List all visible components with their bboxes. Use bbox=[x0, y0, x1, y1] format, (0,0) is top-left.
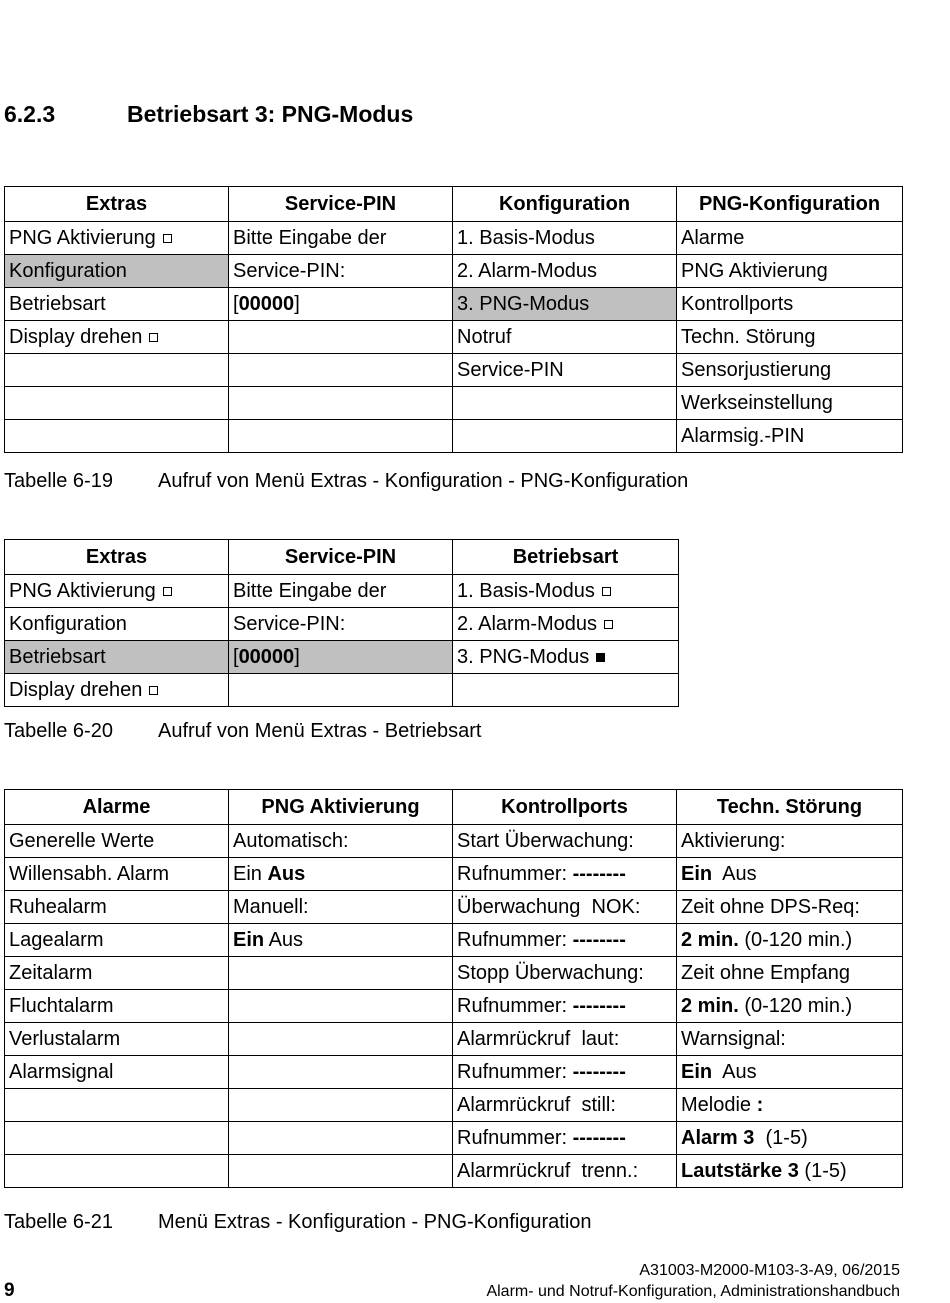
menu-item-label: 1. Basis-Modus bbox=[457, 579, 595, 602]
menu-item-label: PNG Aktivierung bbox=[9, 579, 156, 602]
option-aus-selected: Aus bbox=[267, 862, 306, 885]
table-row bbox=[5, 575, 679, 608]
cell bbox=[229, 674, 453, 707]
time-cell bbox=[677, 990, 903, 1023]
table-caption bbox=[4, 470, 688, 493]
section-heading bbox=[4, 101, 413, 128]
melody-label: Melodie bbox=[681, 1093, 752, 1116]
menu-item-label: 3. PNG-Modus bbox=[457, 645, 590, 668]
table-row bbox=[5, 924, 903, 957]
menu-item bbox=[5, 674, 229, 707]
bracket-close: ] bbox=[294, 292, 300, 315]
cell: Bitte Eingabe der bbox=[229, 575, 453, 608]
melody-range: (1-5) bbox=[765, 1126, 808, 1149]
cell: Alarmsig.-PIN bbox=[677, 420, 903, 453]
header-extras: Extras bbox=[5, 540, 229, 575]
cell bbox=[229, 990, 453, 1023]
option-aus: Aus bbox=[268, 928, 304, 951]
cell: Service-PIN: bbox=[229, 255, 453, 288]
option-ein: Ein bbox=[233, 862, 262, 885]
checkbox-empty-icon bbox=[163, 234, 172, 243]
cell bbox=[229, 387, 453, 420]
cell: Lagealarm bbox=[5, 924, 229, 957]
cell: Manuell: bbox=[229, 891, 453, 924]
table-row bbox=[5, 674, 679, 707]
melody-cell bbox=[677, 1089, 903, 1122]
header-png-konfiguration: PNG-Konfiguration bbox=[677, 187, 903, 222]
menu-item-selected: Betriebsart bbox=[5, 641, 229, 674]
table-row bbox=[5, 608, 679, 641]
cell: Service-PIN bbox=[453, 354, 677, 387]
cell bbox=[229, 1155, 453, 1188]
option-cell bbox=[677, 858, 903, 891]
phone-value: -------- bbox=[572, 862, 626, 885]
pin-cell bbox=[229, 288, 453, 321]
cell: 1. Basis-Modus bbox=[453, 222, 677, 255]
table-caption bbox=[4, 1211, 592, 1234]
phone-value: -------- bbox=[572, 1060, 626, 1083]
option-cell bbox=[229, 924, 453, 957]
checkbox-empty-icon bbox=[604, 620, 613, 629]
option-ein-selected: Ein bbox=[233, 928, 265, 951]
cell bbox=[229, 1023, 453, 1056]
header-service-pin: Service-PIN bbox=[229, 540, 453, 575]
cell: Warnsignal: bbox=[677, 1023, 903, 1056]
cell: Kontrollports bbox=[677, 288, 903, 321]
cell: Fluchtalarm bbox=[5, 990, 229, 1023]
table-caption bbox=[4, 720, 481, 743]
caption-text: Menü Extras - Konfiguration - PNG-Konfiguration bbox=[158, 1211, 592, 1233]
cell: Alarmrückruf laut: bbox=[453, 1023, 677, 1056]
cell: Start Überwachung: bbox=[453, 825, 677, 858]
caption-number: Tabelle 6-20 bbox=[4, 720, 113, 742]
checkbox-empty-icon bbox=[149, 686, 158, 695]
header-kontrollports: Kontrollports bbox=[453, 790, 677, 825]
menu-item bbox=[453, 608, 679, 641]
melody-value-cell bbox=[677, 1122, 903, 1155]
phone-cell bbox=[453, 1122, 677, 1155]
menu-item bbox=[5, 222, 229, 255]
table-row bbox=[5, 990, 903, 1023]
table-row bbox=[5, 420, 903, 453]
table-header-row bbox=[5, 540, 679, 575]
pin-cell bbox=[229, 641, 453, 674]
header-techn-stoerung: Techn. Störung bbox=[677, 790, 903, 825]
cell: Betriebsart bbox=[5, 288, 229, 321]
checkbox-empty-icon bbox=[163, 587, 172, 596]
page-number: 9 bbox=[4, 1280, 15, 1301]
table-row bbox=[5, 288, 903, 321]
pin-value: 00000 bbox=[238, 645, 295, 668]
table-row bbox=[5, 1089, 903, 1122]
cell bbox=[229, 321, 453, 354]
table-row bbox=[5, 354, 903, 387]
table-row bbox=[5, 1023, 903, 1056]
cell: Konfiguration bbox=[5, 608, 229, 641]
table-row bbox=[5, 1155, 903, 1188]
menu-item bbox=[5, 575, 229, 608]
cell bbox=[453, 674, 679, 707]
cell: Zeit ohne Empfang bbox=[677, 957, 903, 990]
cell: Sensorjustierung bbox=[677, 354, 903, 387]
table-row bbox=[5, 255, 903, 288]
time-range: (0-120 min.) bbox=[744, 928, 853, 951]
cell: Aktivierung: bbox=[677, 825, 903, 858]
menu-item bbox=[5, 321, 229, 354]
menu-item-label: Display drehen bbox=[9, 678, 143, 701]
option-aus: Aus bbox=[722, 1060, 757, 1083]
cell: 2. Alarm-Modus bbox=[453, 255, 677, 288]
cell: Willensabh. Alarm bbox=[5, 858, 229, 891]
table-row bbox=[5, 858, 903, 891]
table-row bbox=[5, 222, 903, 255]
table-row bbox=[5, 641, 679, 674]
cell: Zeitalarm bbox=[5, 957, 229, 990]
melody-colon: : bbox=[756, 1093, 764, 1116]
cell: Werkseinstellung bbox=[677, 387, 903, 420]
cell bbox=[229, 354, 453, 387]
cell: Zeit ohne DPS-Req: bbox=[677, 891, 903, 924]
cell bbox=[5, 1155, 229, 1188]
cell: Notruf bbox=[453, 321, 677, 354]
table-row bbox=[5, 1122, 903, 1155]
option-ein-selected: Ein bbox=[681, 1060, 713, 1083]
phone-cell bbox=[453, 858, 677, 891]
table-6-21 bbox=[4, 789, 903, 1188]
caption-text: Aufruf von Menü Extras - Betriebsart bbox=[158, 720, 482, 742]
menu-item bbox=[453, 641, 679, 674]
checkbox-empty-icon bbox=[602, 587, 611, 596]
cell: Automatisch: bbox=[229, 825, 453, 858]
table-header-row bbox=[5, 790, 903, 825]
caption-number: Tabelle 6-19 bbox=[4, 470, 113, 492]
cell bbox=[453, 420, 677, 453]
cell: Verlustalarm bbox=[5, 1023, 229, 1056]
cell: Generelle Werte bbox=[5, 825, 229, 858]
phone-value: -------- bbox=[572, 994, 626, 1017]
table-row bbox=[5, 321, 903, 354]
pin-value: 00000 bbox=[238, 292, 295, 315]
time-range: (0-120 min.) bbox=[744, 994, 853, 1017]
cell: Stopp Überwachung: bbox=[453, 957, 677, 990]
option-ein-selected: Ein bbox=[681, 862, 713, 885]
table-row bbox=[5, 387, 903, 420]
bracket-open: [ bbox=[233, 292, 239, 315]
cell bbox=[5, 1089, 229, 1122]
volume-cell bbox=[677, 1155, 903, 1188]
cell: Techn. Störung bbox=[677, 321, 903, 354]
option-aus: Aus bbox=[722, 862, 757, 885]
caption-number: Tabelle 6-21 bbox=[4, 1211, 113, 1233]
phone-value: -------- bbox=[572, 1126, 626, 1149]
time-value: 2 min. bbox=[681, 928, 739, 951]
cell bbox=[5, 1122, 229, 1155]
menu-item-selected: 3. PNG-Modus bbox=[453, 288, 677, 321]
menu-item-selected: Konfiguration bbox=[5, 255, 229, 288]
cell bbox=[5, 387, 229, 420]
menu-item-label: 2. Alarm-Modus bbox=[457, 612, 598, 635]
melody-value: Alarm 3 bbox=[681, 1126, 755, 1149]
option-cell bbox=[229, 858, 453, 891]
cell: Alarmsignal bbox=[5, 1056, 229, 1089]
menu-item-label: PNG Aktivierung bbox=[9, 226, 156, 249]
header-alarme: Alarme bbox=[5, 790, 229, 825]
table-6-20 bbox=[4, 539, 679, 707]
volume-range: (1-5) bbox=[804, 1159, 847, 1182]
phone-label: Rufnummer: bbox=[457, 862, 568, 885]
table-6-19 bbox=[4, 186, 903, 453]
cell: Service-PIN: bbox=[229, 608, 453, 641]
option-cell bbox=[677, 1056, 903, 1089]
table-row bbox=[5, 891, 903, 924]
time-value: 2 min. bbox=[681, 994, 739, 1017]
phone-cell bbox=[453, 990, 677, 1023]
cell bbox=[229, 1089, 453, 1122]
cell: Alarmrückruf still: bbox=[453, 1089, 677, 1122]
cell bbox=[229, 420, 453, 453]
menu-item-label: Display drehen bbox=[9, 325, 143, 348]
cell bbox=[229, 957, 453, 990]
cell bbox=[229, 1122, 453, 1155]
cell: PNG Aktivierung bbox=[677, 255, 903, 288]
table-row bbox=[5, 957, 903, 990]
caption-text: Aufruf von Menü Extras - Konfiguration - PNG-Konfiguration bbox=[158, 470, 689, 492]
section-number: 6.2.3 bbox=[4, 101, 56, 127]
header-service-pin: Service-PIN bbox=[229, 187, 453, 222]
time-cell bbox=[677, 924, 903, 957]
phone-label: Rufnummer: bbox=[457, 1060, 568, 1083]
cell: Ruhealarm bbox=[5, 891, 229, 924]
footer-doc-id: A31003-M2000-M103-3-A9, 06/2015 bbox=[639, 1262, 900, 1279]
volume-value: Lautstärke 3 bbox=[681, 1159, 799, 1182]
table-row bbox=[5, 825, 903, 858]
header-betriebsart: Betriebsart bbox=[453, 540, 679, 575]
checkbox-empty-icon bbox=[149, 333, 158, 342]
phone-value: -------- bbox=[572, 928, 626, 951]
footer-doc-title: Alarm- und Notruf-Konfiguration, Administrationshandbuch bbox=[486, 1283, 900, 1300]
cell: Bitte Eingabe der bbox=[229, 222, 453, 255]
table-header-row bbox=[5, 187, 903, 222]
bracket-close: ] bbox=[294, 645, 300, 668]
cell: Alarme bbox=[677, 222, 903, 255]
checkbox-filled-icon bbox=[596, 653, 605, 662]
header-extras: Extras bbox=[5, 187, 229, 222]
cell: Überwachung NOK: bbox=[453, 891, 677, 924]
cell: Alarmrückruf trenn.: bbox=[453, 1155, 677, 1188]
phone-label: Rufnummer: bbox=[457, 1126, 568, 1149]
phone-label: Rufnummer: bbox=[457, 928, 568, 951]
section-title: Betriebsart 3: PNG-Modus bbox=[127, 101, 414, 127]
header-png-aktivierung: PNG Aktivierung bbox=[229, 790, 453, 825]
table-row bbox=[5, 1056, 903, 1089]
phone-cell bbox=[453, 1056, 677, 1089]
header-konfiguration: Konfiguration bbox=[453, 187, 677, 222]
phone-cell bbox=[453, 924, 677, 957]
cell bbox=[5, 420, 229, 453]
cell bbox=[5, 354, 229, 387]
bracket-open: [ bbox=[233, 645, 239, 668]
phone-label: Rufnummer: bbox=[457, 994, 568, 1017]
cell bbox=[229, 1056, 453, 1089]
cell bbox=[453, 387, 677, 420]
menu-item bbox=[453, 575, 679, 608]
